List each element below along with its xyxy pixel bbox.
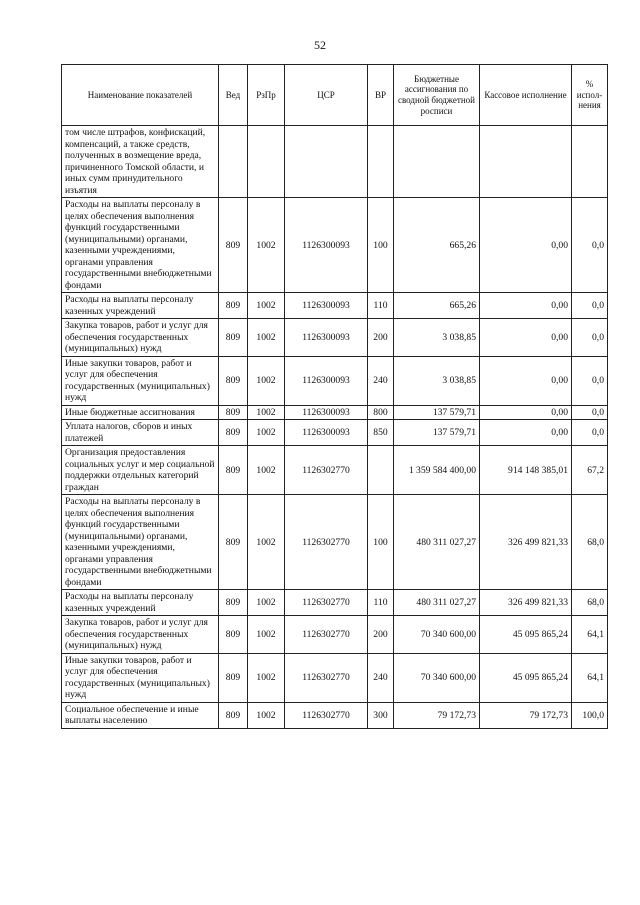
- table-row: [62, 126, 608, 198]
- cell-rzpr: 1002: [248, 293, 285, 319]
- cell-pct: 100,0: [572, 702, 608, 728]
- cell-csr: 1126300093: [285, 293, 368, 319]
- cell-csr: 1126300093: [285, 319, 368, 357]
- cell-cash: 0,00: [480, 405, 572, 420]
- cell-pct: 67,2: [572, 446, 608, 495]
- cell-rzpr: [248, 126, 285, 198]
- cell-budget: 3 038,85: [394, 319, 480, 357]
- cell-budget: 665,26: [394, 293, 480, 319]
- cell-vr: 850: [368, 420, 394, 446]
- header-rzpr: РзПр: [248, 65, 285, 126]
- cell-pct: 0,0: [572, 356, 608, 405]
- cell-vr: 240: [368, 653, 394, 702]
- cell-ved: 809: [219, 653, 248, 702]
- cell-rzpr: 1002: [248, 653, 285, 702]
- cell-vr: [368, 446, 394, 495]
- table-row: [62, 653, 608, 702]
- cell-name: Расходы на выплаты персоналу в целях обеспечения выполнения функций государственными (муниципальными) органами, казенными учреждениями, органами управления государственными внебюджетными фондами: [62, 198, 219, 293]
- cell-budget: 137 579,71: [394, 420, 480, 446]
- cell-ved: 809: [219, 293, 248, 319]
- table-header-row: [62, 65, 608, 126]
- cell-vr: 800: [368, 405, 394, 420]
- cell-rzpr: 1002: [248, 446, 285, 495]
- table-row: [62, 616, 608, 654]
- table-body: [62, 126, 608, 729]
- cell-name: Иные закупки товаров, работ и услуг для обеспечения государственных (муниципальных) нужд: [62, 653, 219, 702]
- cell-vr: 240: [368, 356, 394, 405]
- header-vr: ВР: [368, 65, 394, 126]
- header-csr: ЦСР: [285, 65, 368, 126]
- cell-pct: 0,0: [572, 420, 608, 446]
- cell-budget: 70 340 600,00: [394, 653, 480, 702]
- cell-rzpr: 1002: [248, 405, 285, 420]
- cell-vr: 100: [368, 495, 394, 590]
- cell-rzpr: 1002: [248, 319, 285, 357]
- cell-rzpr: 1002: [248, 198, 285, 293]
- cell-budget: 480 311 027,27: [394, 590, 480, 616]
- cell-csr: 1126300093: [285, 420, 368, 446]
- cell-budget: 665,26: [394, 198, 480, 293]
- cell-vr: [368, 126, 394, 198]
- cell-budget: 70 340 600,00: [394, 616, 480, 654]
- cell-name: Закупка товаров, работ и услуг для обеспечения государственных (муниципальных) нужд: [62, 616, 219, 654]
- cell-budget: 137 579,71: [394, 405, 480, 420]
- cell-ved: 809: [219, 405, 248, 420]
- cell-name: Расходы на выплаты персоналу казенных учреждений: [62, 590, 219, 616]
- cell-csr: 1126300093: [285, 356, 368, 405]
- cell-rzpr: 1002: [248, 495, 285, 590]
- cell-name: Социальное обеспечение и иные выплаты населению: [62, 702, 219, 728]
- cell-pct: 0,0: [572, 405, 608, 420]
- cell-cash: 914 148 385,01: [480, 446, 572, 495]
- cell-csr: 1126300093: [285, 405, 368, 420]
- cell-ved: 809: [219, 495, 248, 590]
- cell-ved: 809: [219, 446, 248, 495]
- cell-vr: 200: [368, 319, 394, 357]
- cell-cash: 79 172,73: [480, 702, 572, 728]
- header-budget: Бюджетные ассигнования по сводной бюджетной росписи: [394, 65, 480, 126]
- table-row: [62, 446, 608, 495]
- cell-name: Иные закупки товаров, работ и услуг для обеспечения государственных (муниципальных) нужд: [62, 356, 219, 405]
- cell-rzpr: 1002: [248, 356, 285, 405]
- cell-csr: 1126302770: [285, 702, 368, 728]
- cell-rzpr: 1002: [248, 590, 285, 616]
- header-ved: Вед: [219, 65, 248, 126]
- header-name: Наименование показателей: [62, 65, 219, 126]
- cell-name: Организация предоставления социальных услуг и мер социальной поддержки отдельных категорий граждан: [62, 446, 219, 495]
- cell-budget: 480 311 027,27: [394, 495, 480, 590]
- cell-pct: 0,0: [572, 293, 608, 319]
- header-pct: % испол-нения: [572, 65, 608, 126]
- cell-name: Иные бюджетные ассигнования: [62, 405, 219, 420]
- cell-ved: 809: [219, 356, 248, 405]
- cell-ved: 809: [219, 420, 248, 446]
- cell-ved: [219, 126, 248, 198]
- cell-pct: 0,0: [572, 198, 608, 293]
- cell-csr: [285, 126, 368, 198]
- table-row: [62, 293, 608, 319]
- cell-name: Расходы на выплаты персоналу в целях обеспечения выполнения функций государственными (муниципальными) органами, казенными учреждениями, органами управления государственными внебюджетными фондами: [62, 495, 219, 590]
- cell-budget: 1 359 584 400,00: [394, 446, 480, 495]
- cell-pct: 0,0: [572, 319, 608, 357]
- cell-csr: 1126302770: [285, 446, 368, 495]
- cell-csr: 1126300093: [285, 198, 368, 293]
- cell-ved: 809: [219, 319, 248, 357]
- cell-csr: 1126302770: [285, 616, 368, 654]
- table-row: [62, 702, 608, 728]
- cell-vr: 110: [368, 293, 394, 319]
- cell-cash: 0,00: [480, 356, 572, 405]
- cell-pct: 64,1: [572, 616, 608, 654]
- cell-ved: 809: [219, 616, 248, 654]
- cell-vr: 110: [368, 590, 394, 616]
- table-row: [62, 590, 608, 616]
- cell-csr: 1126302770: [285, 653, 368, 702]
- cell-pct: 68,0: [572, 590, 608, 616]
- cell-cash: 0,00: [480, 198, 572, 293]
- cell-budget: 3 038,85: [394, 356, 480, 405]
- cell-name: Расходы на выплаты персоналу казенных учреждений: [62, 293, 219, 319]
- cell-name: Уплата налогов, сборов и иных платежей: [62, 420, 219, 446]
- cell-ved: 809: [219, 702, 248, 728]
- cell-cash: 326 499 821,33: [480, 590, 572, 616]
- page-number: 52: [314, 38, 326, 52]
- table-row: [62, 495, 608, 590]
- cell-csr: 1126302770: [285, 495, 368, 590]
- cell-ved: 809: [219, 198, 248, 293]
- cell-cash: 45 095 865,24: [480, 616, 572, 654]
- cell-vr: 100: [368, 198, 394, 293]
- table-row: [62, 405, 608, 420]
- header-cash: Кассовое исполнение: [480, 65, 572, 126]
- cell-name: Закупка товаров, работ и услуг для обеспечения государственных (муниципальных) нужд: [62, 319, 219, 357]
- cell-pct: 64,1: [572, 653, 608, 702]
- cell-cash: 45 095 865,24: [480, 653, 572, 702]
- cell-budget: [394, 126, 480, 198]
- table-row: [62, 319, 608, 357]
- cell-cash: [480, 126, 572, 198]
- cell-vr: 200: [368, 616, 394, 654]
- cell-rzpr: 1002: [248, 702, 285, 728]
- cell-cash: 0,00: [480, 420, 572, 446]
- cell-cash: 0,00: [480, 319, 572, 357]
- cell-ved: 809: [219, 590, 248, 616]
- table-row: [62, 420, 608, 446]
- table-row: [62, 356, 608, 405]
- cell-rzpr: 1002: [248, 420, 285, 446]
- cell-name: том числе штрафов, конфискаций, компенсаций, а также средств, полученных в возмещение вреда, причиненного Томской области, и иных сумм принудительного изъятия: [62, 126, 219, 198]
- cell-rzpr: 1002: [248, 616, 285, 654]
- cell-csr: 1126302770: [285, 590, 368, 616]
- cell-pct: [572, 126, 608, 198]
- cell-cash: 0,00: [480, 293, 572, 319]
- cell-pct: 68,0: [572, 495, 608, 590]
- cell-vr: 300: [368, 702, 394, 728]
- cell-budget: 79 172,73: [394, 702, 480, 728]
- table-row: [62, 198, 608, 293]
- budget-execution-table: [61, 64, 608, 729]
- cell-cash: 326 499 821,33: [480, 495, 572, 590]
